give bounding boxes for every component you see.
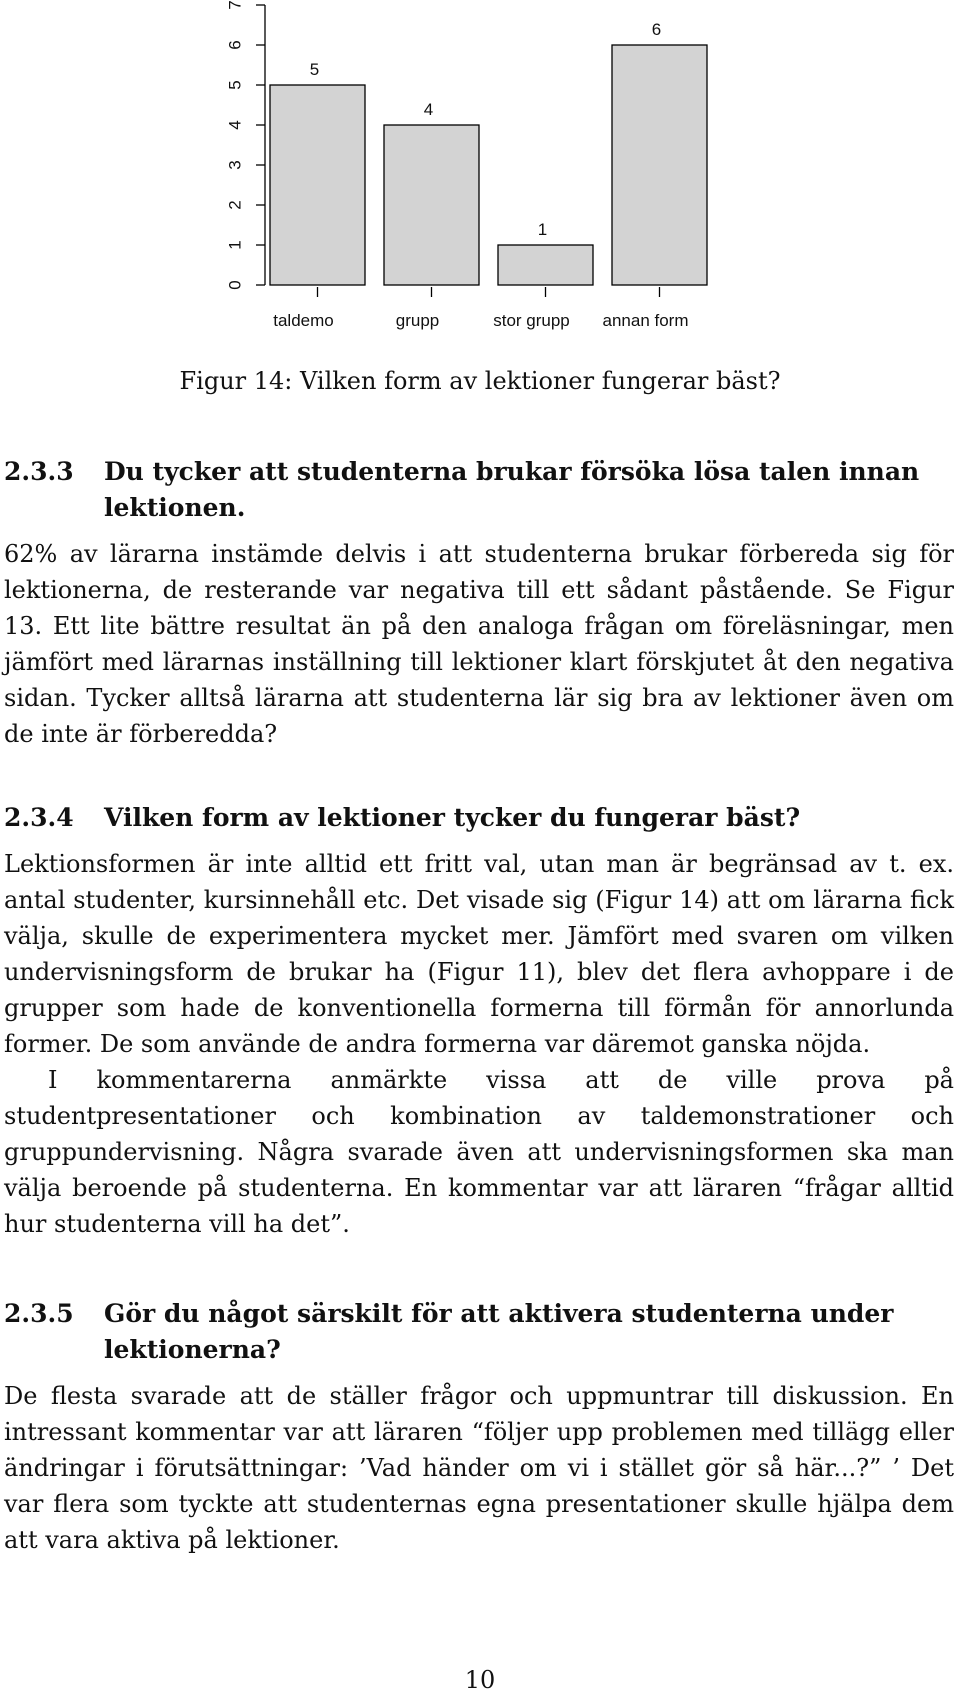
y-tick-label: 6 — [225, 40, 245, 50]
paragraph: 62% av lärarna instämde delvis i att studenterna brukar förbereda sig för lektionerna, de resterande var negativa till ett sådant påstående. Se Figur 13. Ett lite bättre resultat än på den analoga frågan om föreläsningar, men jämfört med lärarnas inställning till lektioner klart förskjutet åt den negativa sidan. Tycker alltså lärarna att studenterna lär sig bra av lektioner även om de inte är förberedda? — [4, 540, 954, 748]
x-tick-label: grupp — [395, 311, 440, 330]
x-tick-label: taldemo — [273, 311, 334, 330]
y-tick-label: 5 — [225, 80, 245, 90]
bar-value-label: 5 — [309, 60, 320, 79]
section-number: 2.3.5 — [4, 1299, 74, 1328]
section-2-3-5 — [4, 1296, 954, 1558]
bar-value-label: 4 — [423, 100, 434, 119]
bar-annan-form — [612, 45, 707, 285]
figure-caption: Figur 14: Vilken form av lektioner fungerar bäst? — [179, 367, 781, 395]
section-title: Du tycker att studenterna brukar försöka lösa talen innan lektionen. — [104, 457, 920, 522]
section-number: 2.3.4 — [4, 803, 74, 832]
paragraph: I kommentarerna anmärkte vissa att de ville prova på studentpresentationer och kombination av taldemonstrationer och gruppundervisning. Några svarade även att undervisningsformen ska man välja beroende på studenterna. En kommentar var att läraren “frågar alltid hur studenterna vill ha det”. — [4, 1066, 954, 1238]
y-tick-label: 4 — [225, 120, 245, 130]
section-title: Gör du något särskilt för att aktivera studenterna under lektionerna? — [104, 1299, 894, 1364]
y-tick-label: 0 — [225, 280, 245, 290]
bar-stor-grupp — [498, 245, 593, 285]
bar-chart — [0, 0, 960, 350]
x-tick-label: stor grupp — [493, 311, 570, 330]
y-tick-label: 7 — [225, 0, 245, 10]
section-number: 2.3.3 — [4, 457, 74, 486]
bar-value-label: 6 — [651, 20, 662, 39]
bar-taldemo — [270, 85, 365, 285]
y-tick-label: 1 — [225, 240, 245, 250]
section-2-3-4 — [4, 800, 954, 1242]
bar-grupp — [384, 125, 479, 285]
section-heading — [4, 800, 954, 836]
page-number: 10 — [464, 1666, 496, 1694]
y-tick-label: 2 — [225, 200, 245, 210]
section-heading — [4, 454, 954, 526]
paragraph: Lektionsformen är inte alltid ett fritt val, utan man är begränsad av t. ex. antal studenter, kursinnehåll etc. Det visade sig (Figur 14) att om lärarna fick välja, skulle de experimentera mycket mer. Jämfört med svaren om vilken undervisningsform de brukar ha (Figur 11), blev det flera avhoppare i de grupper som hade de konventionella formerna till förmån för annorlunda former. De som använde de andra formerna var däremot ganska nöjda. — [4, 850, 954, 1058]
section-2-3-3 — [4, 454, 954, 752]
section-heading — [4, 1296, 954, 1368]
paragraph: De flesta svarade att de ställer frågor och uppmuntrar till diskussion. En intressant kommentar var att läraren “följer upp problemen med tillägg eller ändringar i förutsättningar: ’Vad händer om vi i stället gör så här...?” ’ Det var flera som tyckte att studenternas egna presentationer skulle hjälpa dem att vara aktiva på lektioner. — [4, 1382, 954, 1554]
y-tick-label: 3 — [225, 160, 245, 170]
bar-value-label: 1 — [537, 220, 548, 239]
x-tick-label: annan form — [602, 311, 689, 330]
section-title: Vilken form av lektioner tycker du fungerar bäst? — [104, 803, 801, 832]
